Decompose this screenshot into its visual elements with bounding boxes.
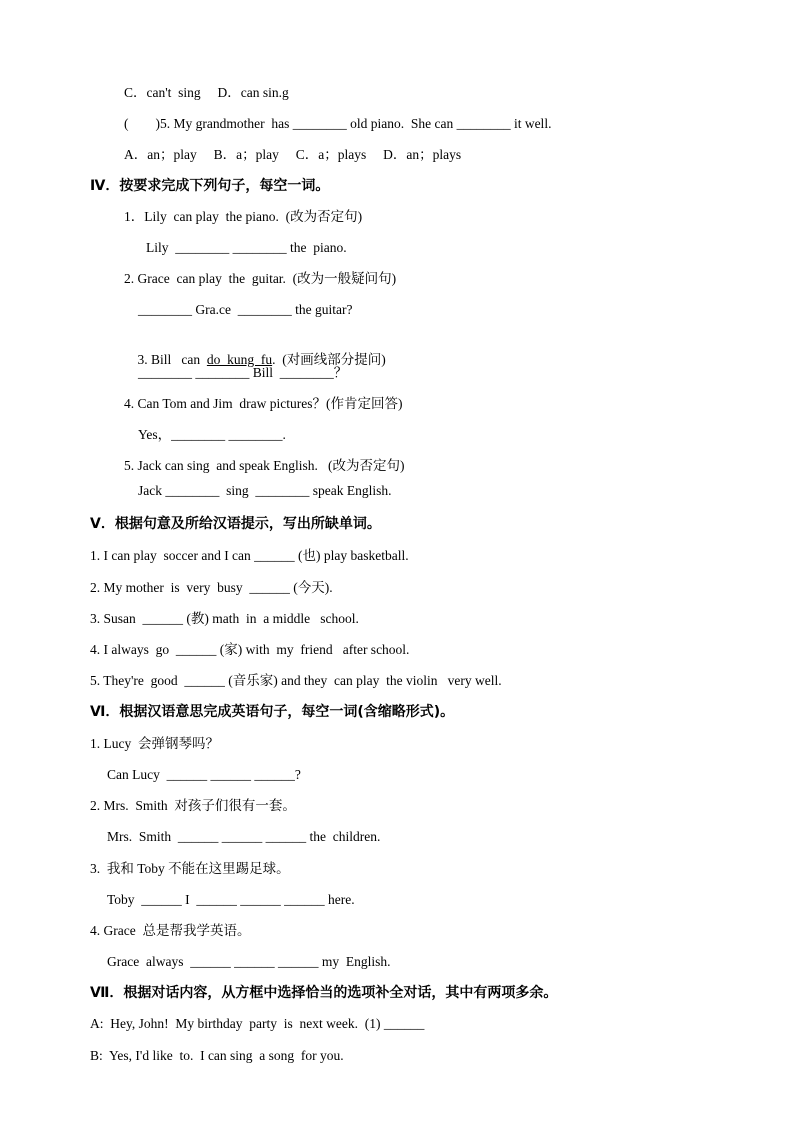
s6-answer-4: Grace always ______ ______ ______ my English.: [107, 954, 391, 969]
s7-dialogue-b: B: Yes, I'd like to. I can sing a song for you.: [90, 1048, 344, 1063]
s6-answer-3: Toby ______ I ______ ______ ______ here.: [107, 892, 355, 907]
s4-q3-prefix: 3. Bill can: [137, 352, 207, 367]
s6-answer-2: Mrs. Smith ______ ______ ______ the children.: [107, 829, 381, 844]
s4-question-1: 1．Lily can play the piano. (改为否定句): [124, 209, 363, 224]
option-line-q5: A．an；play B．a；play C．a；plays D．an；plays: [124, 147, 462, 162]
question-q5: ( )5. My grandmother has ________ old piano. She can ________ it well.: [124, 116, 552, 131]
s4-question-2: 2. Grace can play the guitar. (改为一般疑问句): [124, 271, 397, 286]
section-4-heading: Ⅳ．按要求完成下列句子，每空一词。: [90, 178, 330, 194]
section-7-heading: Ⅶ．根据对话内容，从方框中选择恰当的选项补全对话，其中有两项多余。: [90, 985, 558, 1001]
s6-question-1: 1. Lucy 会弹钢琴吗？: [90, 736, 219, 751]
section-5-heading: Ⅴ．根据句意及所给汉语提示，写出所缺单词。: [90, 516, 381, 532]
s4-question-5: 5. Jack can sing and speak English. (改为否定句): [124, 458, 405, 473]
option-line-q4: C．can't sing D．can sin.g: [124, 85, 289, 100]
s5-question-2: 2. My mother is very busy ______ (今天).: [90, 580, 333, 595]
s6-question-2: 2. Mrs. Smith 对孩子们很有一套。: [90, 798, 296, 813]
s4-answer-2: ________ Gra.ce ________ the guitar?: [138, 302, 353, 317]
s5-question-5: 5. They're good ______ (音乐家) and they can play the violin very well.: [90, 673, 502, 688]
s4-answer-4: Yes，________ ________.: [138, 427, 286, 442]
s4-answer-5: Jack ________ sing ________ speak English.: [138, 483, 392, 498]
s5-question-3: 3. Susan ______ (教) math in a middle school.: [90, 611, 359, 626]
section-6-heading: Ⅵ．根据汉语意思完成英语句子，每空一词(含缩略形式)。: [90, 704, 455, 720]
s4-q3-underlined: do kung fu: [206, 352, 273, 367]
s7-dialogue-a: A: Hey, John! My birthday party is next week. (1) ______: [90, 1016, 425, 1031]
s6-question-3: 3. 我和 Toby 不能在这里踢足球。: [90, 861, 290, 876]
s4-q3-suffix: . (对画线部分提问): [272, 352, 386, 367]
s5-question-4: 4. I always go ______ (家) with my friend after school.: [90, 642, 410, 657]
s6-answer-1: Can Lucy ______ ______ ______?: [107, 767, 301, 782]
s5-question-1: 1. I can play soccer and I can ______ (也) play basketball.: [90, 548, 409, 563]
s4-answer-1: Lily ________ ________ the piano.: [146, 240, 347, 255]
s4-question-4: 4. Can Tom and Jim draw pictures？(作肯定回答): [124, 396, 403, 411]
s4-answer-3: ________ ________ Bill ________？: [138, 365, 348, 380]
s6-question-4: 4. Grace 总是帮我学英语。: [90, 923, 251, 938]
